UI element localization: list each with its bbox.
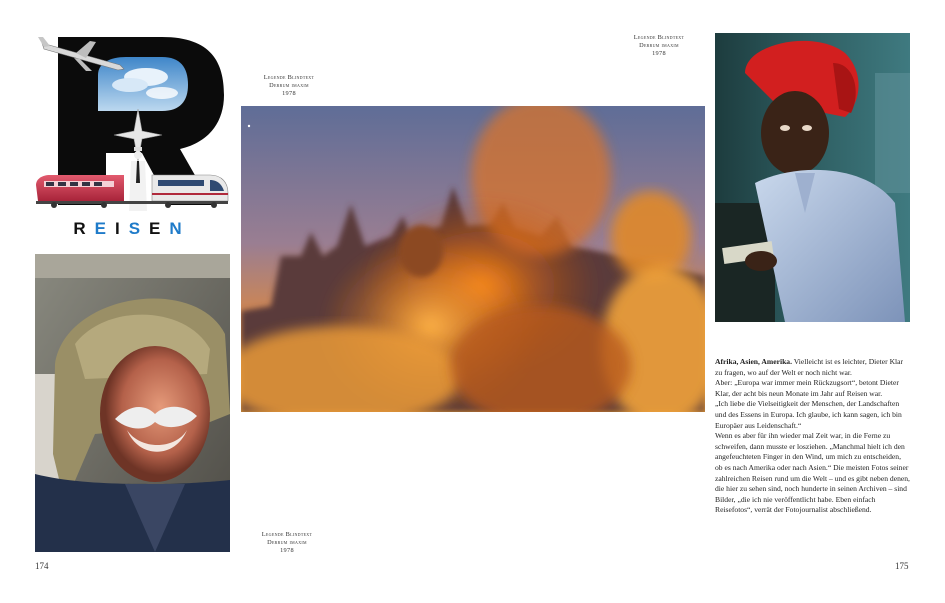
wordmark-letter: N [169,219,191,238]
article-paragraph: „Ich liebe die Vielseitigkeit der Menschen, der Landschaften und des Essens in Europa. Ich glaube, ich kann sagen, ich bin Europäer aus Leidenschaft.“ [715,399,902,430]
caption-line: Legende Blindtext [633,34,685,41]
caption-line: 1978 [280,547,294,555]
photo-caption-top-right [612,34,706,59]
photo-caption-bottom [242,531,332,556]
photo-man-red-turban [715,33,910,322]
caption-line: 1978 [652,50,666,58]
caption-line: 1978 [282,90,296,98]
photo-old-man-portrait [35,254,230,552]
wordmark-letter: S [128,219,150,238]
caption-line: Derrum imaxim [269,82,309,90]
caption-line: Derrum imaxim [267,539,307,547]
logo-graphic [34,33,230,213]
article-paragraph: Wenn es aber für ihn wieder mal Zeit war, in die Ferne zu schweifen, dann musste er losziehen. „Manchmal hielt ich den angefeuchteten Finger in den Wind, um mich zu entscheiden, ob es nach Amerika oder nach Asien.“ Die meisten Fotos seiner zahlreichen Reisen rund um die Welt – und es gibt neben denen, die hier zu sehen sind, noch hunderte in seinen Archiven – sind Bilder, „die ich nie veröffentlicht habe. Eben einfach Reisefotos“, verrät der Fotojournalist abschließend. [715,431,910,515]
article-paragraph [715,357,910,378]
caption-line: Legende Blindtext [263,74,315,81]
wordmark-letter: I [114,219,129,238]
page-number-left: 174 [35,561,49,571]
logo-wordmark [34,219,230,239]
article-paragraph: Aber: „Europa war immer mein Rückzugsort“, betont Dieter Klar, der acht bis neun Monate im Jahr auf Reisen war. [715,378,899,398]
caption-line: Derrum imaxim [639,42,679,50]
wordmark-letter: E [149,219,170,238]
reisen-logo [34,33,230,213]
wordmark-letter: R [73,219,95,238]
page-number-right: 175 [895,561,909,571]
photo-caption-top-left [244,74,334,99]
article-lead: Afrika, Asien, Amerika. [715,357,792,366]
article-paragraph-text: Vielleicht ist es leichter, Dieter Klar zu fragen, wo auf der Welt er noch nicht war. [715,357,904,377]
caption-line: Legende Blindtext [261,531,313,538]
article-text [715,357,910,516]
photo-blurred-dancers [241,106,705,412]
wordmark-letter: E [94,219,115,238]
